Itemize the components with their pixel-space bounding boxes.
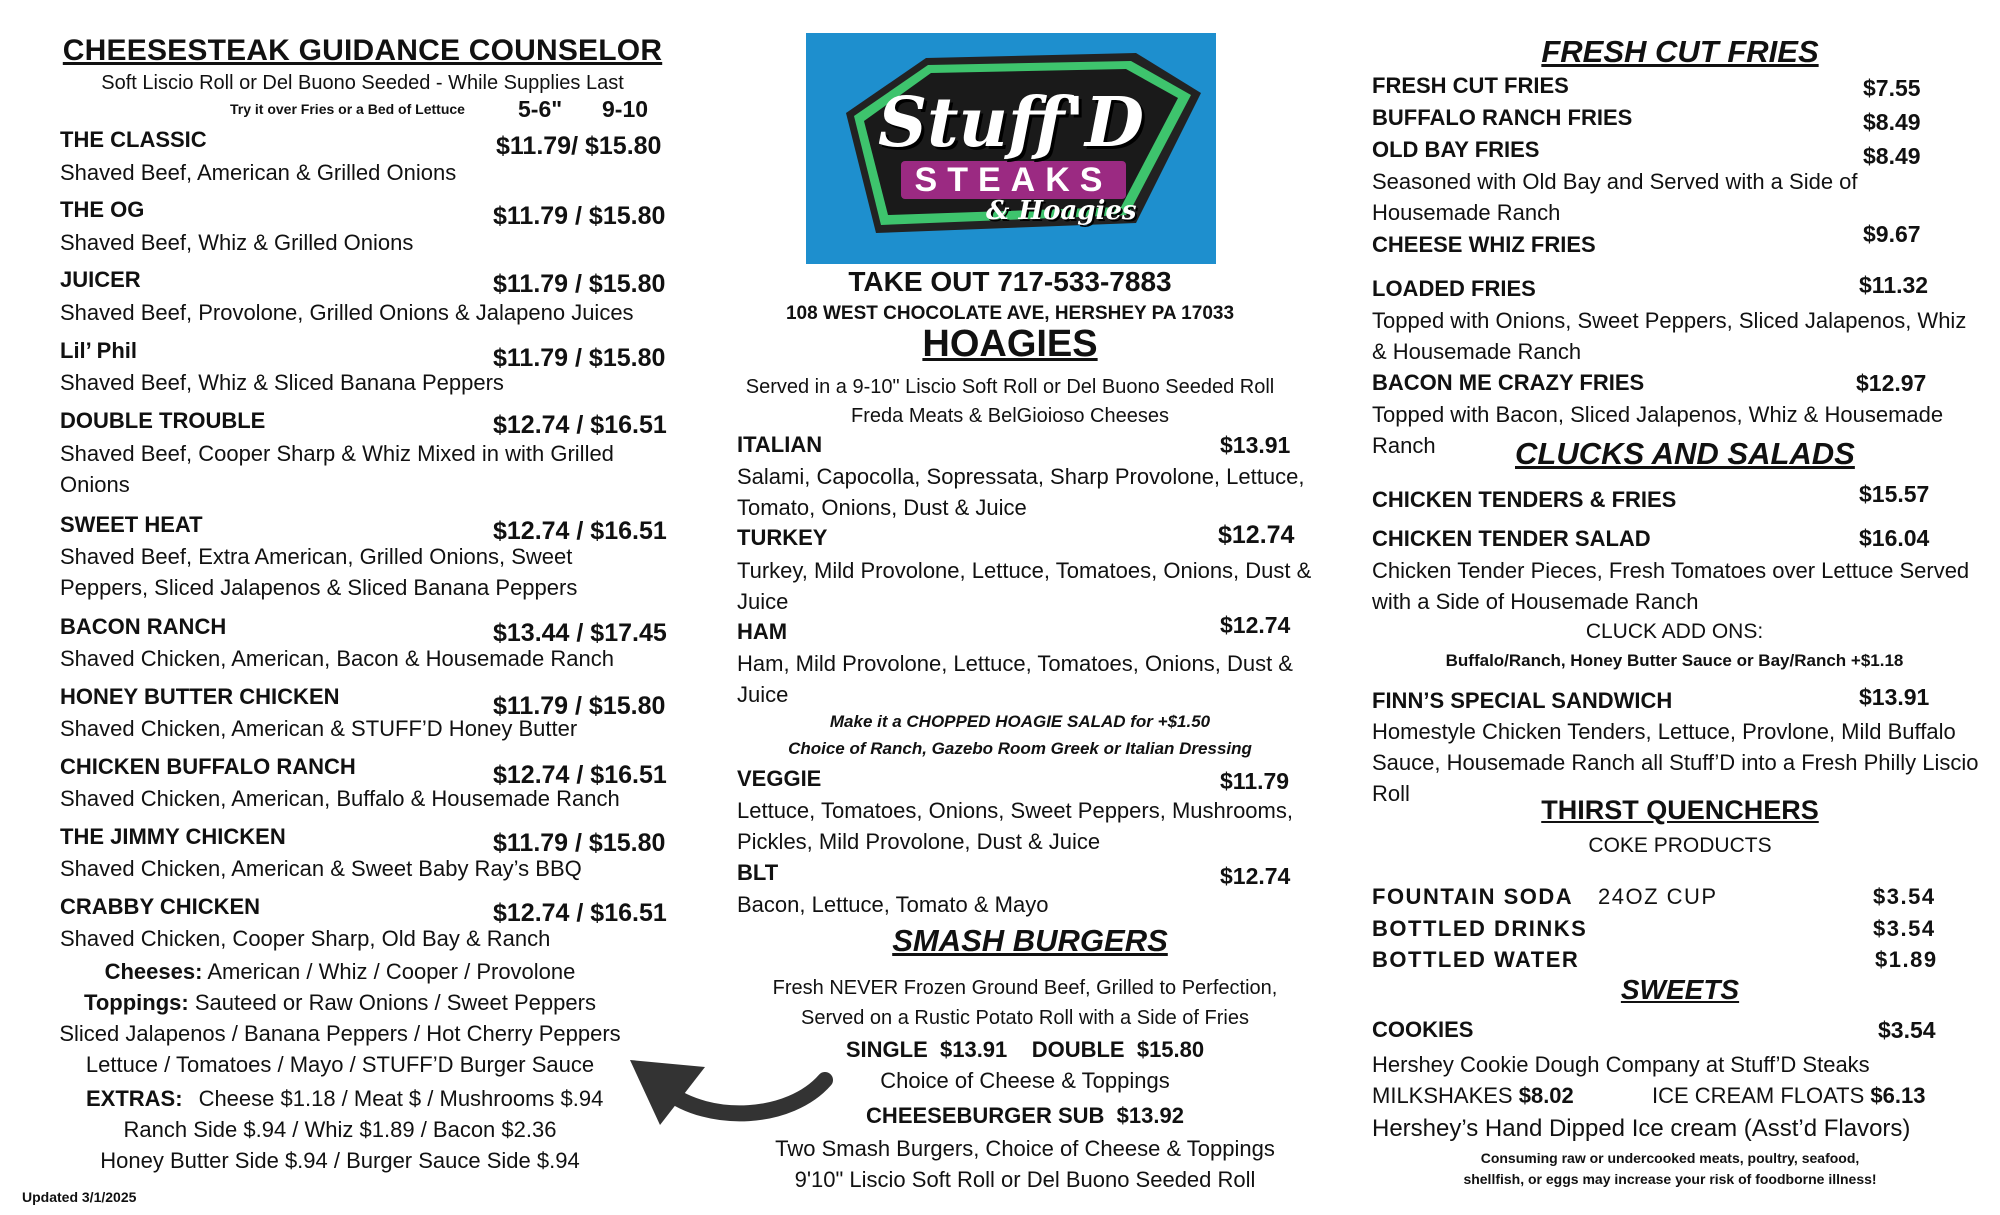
logo-tail: & Hoagies bbox=[986, 196, 1137, 226]
fries-desc: Topped with Onions, Sweet Peppers, Sliced Jalapenos, Whiz & Housemade Ranch bbox=[1372, 308, 1967, 364]
item-desc: Shaved Beef, Cooper Sharp & Whiz Mixed in with Grilled Onions bbox=[60, 441, 614, 497]
item-price: $11.79 / $15.80 bbox=[493, 202, 666, 230]
fries-name: BUFFALO RANCH FRIES bbox=[1372, 105, 1633, 130]
logo bbox=[806, 33, 1216, 264]
extras-line: EXTRAS: Cheese $1.18 / Meat $ / Mushrooms $.94 bbox=[86, 1086, 604, 1111]
hoagie-name: TURKEY bbox=[737, 525, 828, 550]
fries-desc: Seasoned with Old Bay and Served with a Side of Housemade Ranch bbox=[1372, 169, 1858, 225]
hoagie-price: $13.91 bbox=[1220, 432, 1291, 458]
drink-price: $1.89 bbox=[1875, 947, 1938, 972]
fries-name: OLD BAY FRIES bbox=[1372, 137, 1540, 162]
fries-price: $11.32 bbox=[1859, 272, 1929, 298]
ice-cream: Hershey’s Hand Dipped Ice cream (Asst’d Flavors) bbox=[1372, 1115, 1911, 1142]
finn-name: FINN’S SPECIAL SANDWICH bbox=[1372, 688, 1673, 713]
item-name: THE CLASSIC bbox=[60, 127, 207, 152]
finn-price: $13.91 bbox=[1859, 684, 1930, 710]
item-desc: Shaved Beef, Whiz & Grilled Onions bbox=[60, 230, 414, 255]
cluck-name: CHICKEN TENDERS & FRIES bbox=[1372, 487, 1677, 512]
extras-line-3: Honey Butter Side $.94 / Burger Sauce Side $.94 bbox=[100, 1148, 580, 1173]
item-name: HONEY BUTTER CHICKEN bbox=[60, 684, 340, 709]
item-desc: Shaved Beef, American & Grilled Onions bbox=[60, 160, 457, 185]
item-desc: Shaved Beef, Whiz & Sliced Banana Peppers bbox=[60, 370, 504, 395]
hoagie-price: $12.74 bbox=[1218, 521, 1295, 549]
hoagie-desc: Bacon, Lettuce, Tomato & Mayo bbox=[737, 892, 1049, 917]
item-name: CRABBY CHICKEN bbox=[60, 894, 261, 919]
fries-name: FRESH CUT FRIES bbox=[1372, 73, 1569, 98]
sweets-title: SWEETS bbox=[1620, 974, 1740, 1005]
cluck-price: $16.04 bbox=[1859, 525, 1930, 551]
cheesesteak-title: CHEESESTEAK GUIDANCE COUNSELOR bbox=[62, 34, 663, 67]
hoagie-price: $12.74 bbox=[1220, 612, 1291, 638]
item-desc: Shaved Beef, Provolone, Grilled Onions & Jalapeno Juices bbox=[60, 300, 634, 325]
fries-price: $8.49 bbox=[1863, 143, 1921, 169]
clucks-title: CLUCKS AND SALADS bbox=[1515, 436, 1855, 471]
item-name: THE JIMMY CHICKEN bbox=[60, 824, 286, 849]
sub-desc-1: Two Smash Burgers, Choice of Cheese & Toppings bbox=[775, 1136, 1275, 1161]
hoagie-name: VEGGIE bbox=[737, 766, 822, 791]
chopped-note-2: Choice of Ranch, Gazebo Room Greek or Italian Dressing bbox=[788, 739, 1252, 758]
item-desc: Shaved Chicken, American & STUFF’D Honey Butter bbox=[60, 716, 578, 741]
smash-prices: SINGLE $13.91 DOUBLE $15.80 bbox=[845, 1037, 1205, 1062]
item-price: $11.79 / $15.80 bbox=[493, 829, 666, 857]
item-desc: Shaved Chicken, American, Buffalo & Housemade Ranch bbox=[60, 786, 620, 811]
logo-main: Stuff'D bbox=[878, 83, 1144, 163]
cluck-price: $15.57 bbox=[1859, 481, 1930, 507]
item-price: $11.79 / $15.80 bbox=[493, 344, 666, 372]
fries-price: $9.67 bbox=[1863, 221, 1921, 247]
cluck-addons-title: CLUCK ADD ONS: bbox=[1585, 620, 1764, 643]
item-desc: Shaved Chicken, American & Sweet Baby Ray’s BBQ bbox=[60, 856, 582, 881]
item-price: $11.79/ $15.80 bbox=[496, 132, 662, 160]
drink-price: $3.54 bbox=[1873, 916, 1936, 941]
item-price: $11.79 / $15.80 bbox=[493, 270, 666, 298]
hoagies-sub-2: Freda Meats & BelGioioso Cheeses bbox=[851, 405, 1169, 427]
logo-sub: STEAKS bbox=[914, 161, 1113, 199]
thirst-title: THIRST QUENCHERS bbox=[1541, 795, 1819, 825]
item-name: BACON RANCH bbox=[60, 614, 227, 639]
item-name: THE OG bbox=[60, 197, 145, 222]
extras-line-2: Ranch Side $.94 / Whiz $1.89 / Bacon $2.36 bbox=[123, 1117, 557, 1142]
item-price: $12.74 / $16.51 bbox=[493, 761, 667, 789]
item-price: $13.44 / $17.45 bbox=[493, 619, 667, 647]
cheeseburger-sub: CHEESEBURGER SUB $13.92 bbox=[866, 1103, 1184, 1128]
hoagie-name: HAM bbox=[737, 619, 788, 644]
item-name: DOUBLE TROUBLE bbox=[60, 408, 266, 433]
hoagie-name: ITALIAN bbox=[737, 432, 823, 457]
item-desc: Shaved Beef, Extra American, Grilled Onions, Sweet Peppers, Sliced Jalapenos & Sliced Banana Peppers bbox=[60, 544, 578, 600]
drink-extra: 24OZ CUP bbox=[1598, 884, 1718, 909]
fries-name: CHEESE WHIZ FRIES bbox=[1372, 232, 1596, 257]
ice-cream-floats: ICE CREAM FLOATS $6.13 bbox=[1652, 1083, 1926, 1108]
fries-name: LOADED FRIES bbox=[1372, 276, 1536, 301]
cheeses-line: Cheeses: American / Whiz / Cooper / Provolone bbox=[104, 959, 576, 984]
cheesesteak-subtitle: Soft Liscio Roll or Del Buono Seeded - While Supplies Last bbox=[101, 72, 624, 94]
hoagies-sub-1: Served in a 9-10" Liscio Soft Roll or Del Buono Seeded Roll bbox=[745, 376, 1275, 398]
hoagie-price: $12.74 bbox=[1220, 863, 1291, 889]
finn-desc: Homestyle Chicken Tenders, Lettuce, Provlone, Mild Buffalo Sauce, Housemade Ranch all Stuff’D into a Fresh Philly Liscio Roll bbox=[1372, 719, 1979, 806]
fries-title: FRESH CUT FRIES bbox=[1541, 34, 1819, 69]
hoagie-desc: Turkey, Mild Provolone, Lettuce, Tomatoes, Onions, Dust & Juice bbox=[737, 558, 1312, 614]
cookies-price: $3.54 bbox=[1878, 1017, 1936, 1043]
fries-desc: Topped with Bacon, Sliced Jalapenos, Whiz & Housemade Ranch bbox=[1372, 402, 1944, 458]
drink-price: $3.54 bbox=[1873, 884, 1936, 909]
hoagies-title: HOAGIES bbox=[922, 323, 1098, 365]
item-price: $12.74 / $16.51 bbox=[493, 517, 667, 545]
hoagie-desc: Salami, Capocolla, Sopressata, Sharp Provolone, Lettuce, Tomato, Onions, Dust & Juice bbox=[737, 464, 1305, 520]
try-note: Try it over Fries or a Bed of Lettuce bbox=[230, 101, 465, 117]
chopped-note-1: Make it a CHOPPED HOAGIE SALAD for +$1.50 bbox=[829, 712, 1211, 731]
fries-price: $12.97 bbox=[1856, 370, 1927, 396]
size-small: 5-6" bbox=[518, 96, 563, 122]
size-large: 9-10 bbox=[602, 96, 649, 122]
drink-name: FOUNTAIN SODA bbox=[1372, 884, 1574, 909]
item-name: SWEET HEAT bbox=[60, 512, 203, 537]
address: 108 WEST CHOCOLATE AVE, HERSHEY PA 17033 bbox=[785, 303, 1235, 324]
smash-burgers-title: SMASH BURGERS bbox=[892, 923, 1168, 958]
cluck-name: CHICKEN TENDER SALAD bbox=[1372, 526, 1651, 551]
hoagie-price: $11.79 bbox=[1220, 768, 1290, 794]
item-price: $12.74 / $16.51 bbox=[493, 899, 667, 927]
item-name: Lil’ Phil bbox=[60, 338, 138, 363]
drink-name: BOTTLED DRINKS bbox=[1372, 916, 1588, 941]
item-price: $12.74 / $16.51 bbox=[493, 411, 667, 439]
smash-desc-2: Served on a Rustic Potato Roll with a Side of Fries bbox=[801, 1007, 1249, 1029]
smash-choice: Choice of Cheese & Toppings bbox=[880, 1068, 1170, 1093]
cluck-addons: Buffalo/Ranch, Honey Butter Sauce or Bay/Ranch +$1.18 bbox=[1445, 651, 1904, 670]
takeout-phone: TAKE OUT 717-533-7883 bbox=[848, 266, 1172, 297]
hoagie-desc: Lettuce, Tomatoes, Onions, Sweet Peppers, Mushrooms, Pickles, Mild Provolone, Dust & Juice bbox=[737, 798, 1293, 854]
smash-desc-1: Fresh NEVER Frozen Ground Beef, Grilled to Perfection, bbox=[772, 977, 1278, 999]
fries-price: $8.49 bbox=[1863, 109, 1921, 135]
updated-date: Updated 3/1/2025 bbox=[22, 1189, 137, 1205]
fries-name: BACON ME CRAZY FRIES bbox=[1372, 370, 1645, 395]
item-desc: Shaved Chicken, Cooper Sharp, Old Bay & Ranch bbox=[60, 926, 551, 951]
milkshakes: MILKSHAKES $8.02 bbox=[1372, 1083, 1574, 1108]
sub-desc-2: 9'10" Liscio Soft Roll or Del Buono Seeded Roll bbox=[794, 1167, 1256, 1192]
item-name: CHICKEN BUFFALO RANCH bbox=[60, 754, 356, 779]
cluck-desc: Chicken Tender Pieces, Fresh Tomatoes over Lettuce Served with a Side of Housemade Ranch bbox=[1372, 558, 1970, 614]
cookies-desc: Hershey Cookie Dough Company at Stuff’D Steaks bbox=[1372, 1052, 1870, 1077]
hoagie-name: BLT bbox=[737, 860, 779, 885]
cookies-name: COOKIES bbox=[1372, 1017, 1474, 1042]
hoagie-desc: Ham, Mild Provolone, Lettuce, Tomatoes, Onions, Dust & Juice bbox=[737, 651, 1293, 707]
toppings-line: Toppings: Sauteed or Raw Onions / Sweet Peppers bbox=[84, 990, 596, 1015]
warning-1: Consuming raw or undercooked meats, poultry, seafood, bbox=[1480, 1150, 1860, 1166]
item-name: JUICER bbox=[60, 267, 141, 292]
fries-price: $7.55 bbox=[1863, 75, 1921, 101]
thirst-sub: COKE PRODUCTS bbox=[1588, 834, 1772, 857]
item-price: $11.79 / $15.80 bbox=[493, 692, 666, 720]
toppings-line-3: Lettuce / Tomatoes / Mayo / STUFF’D Burger Sauce bbox=[85, 1052, 595, 1077]
warning-2: shellfish, or eggs may increase your risk of foodborne illness! bbox=[1463, 1171, 1877, 1187]
toppings-line-2: Sliced Jalapenos / Banana Peppers / Hot Cherry Peppers bbox=[59, 1021, 621, 1046]
drink-name: BOTTLED WATER bbox=[1372, 947, 1580, 972]
item-desc: Shaved Chicken, American, Bacon & Housemade Ranch bbox=[60, 646, 614, 671]
